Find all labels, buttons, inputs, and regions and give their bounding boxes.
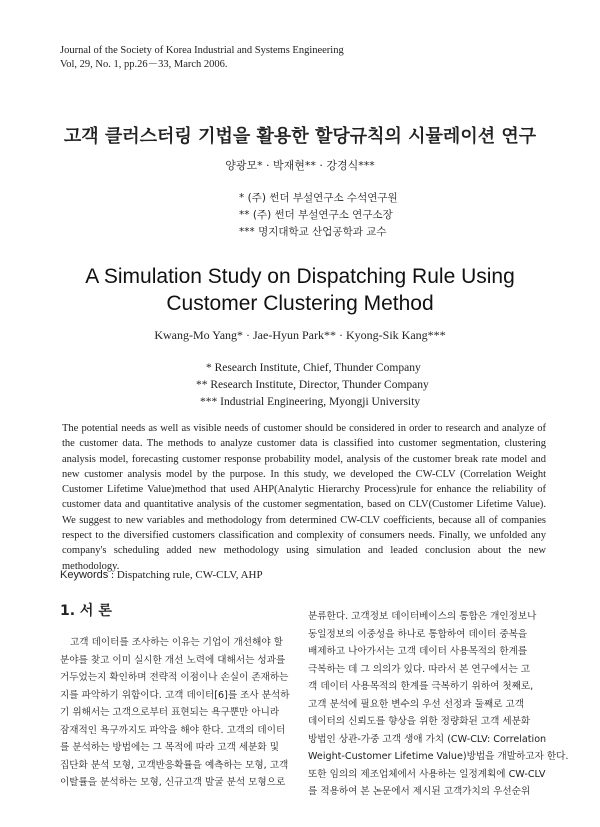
affiliation-ko-1: * (주) 썬더 부설연구소 수석연구원 bbox=[239, 192, 398, 204]
abstract: The potential needs as well as visible needs of customer should be considered in order to research and analyze of the customer data. The methods to analyze customer data is classified into customer segmentation, clustering analysis model, forecasting customer response probability model, analysis of the customer break rate model and new customer analysis model by the purpose. In this study, we developed the CW-CLV (Correlation Weight Customer Lifetime Value)method that used AHP(Analytic Hierarchy Process)rule for enhance the reliability of customer data and quantitative analysis of the customer segmentation, based on CLV(Customer Lifetime Value). We suggest to new variables and methodology from determined CW-CLV coefficients, because all of companies respect to the diversified customers classification and complexity of consumers needs. Finally, we unfolded any company's scheduling added new methodology using simulation and leaded conclusion about the new methodology. bbox=[62, 423, 546, 572]
body-line: 고객 분석에 필요한 변수의 우선 선정과 둘째로 고객 bbox=[308, 698, 524, 710]
keywords: Keywords : Dispatching rule, CW-CLV, AHP bbox=[60, 569, 263, 581]
body-line: 지를 파악하기 위함이다. 고객 데이터[6]를 조사 분석하 bbox=[60, 689, 290, 701]
body-line: 또한 임의의 제조업체에서 사용하는 일정계획에 CW-CLV bbox=[308, 768, 546, 780]
journal-header bbox=[60, 44, 344, 72]
authors-english: Kwang-Mo Yang* · Jae-Hyun Park** · Kyong-Sik Kang*** bbox=[154, 328, 446, 342]
body-column-left bbox=[60, 634, 292, 792]
affiliation-en-3: *** Industrial Engineering, Myongji University bbox=[200, 396, 421, 408]
body-column-right bbox=[308, 608, 569, 801]
title-english-line1: A Simulation Study on Dispatching Rule Using bbox=[85, 265, 515, 288]
body-line: 분류한다. 고객정보 데이터베이스의 통합은 개인정보나 bbox=[308, 611, 537, 622]
body-line: 집단화 분석 모형, 고객반응확률을 예측하는 모형, 고객 bbox=[60, 759, 289, 771]
title-english-line2: Customer Clustering Method bbox=[166, 292, 434, 315]
title-korean: 고객 클러스터링 기법을 활용한 할당규칙의 시뮬레이션 연구 bbox=[63, 126, 537, 147]
authors-korean: 양광모* · 박재현** · 강경식*** bbox=[225, 159, 375, 172]
body-line: 잠재적인 욕구까지도 파악을 해야 한다. 고객의 데이터 bbox=[60, 724, 286, 736]
body-line: 고객 데이터를 조사하는 이유는 기업이 개선해야 할 bbox=[70, 637, 283, 648]
affiliations-korean bbox=[239, 190, 398, 241]
body-line: 를 분석하는 방법에는 그 목적에 따라 고객 세분화 및 bbox=[60, 742, 280, 753]
body-line: 기 위해서는 고객으로부터 표현되는 욕구뿐만 아니라 bbox=[60, 707, 280, 718]
body-line: Weight-Customer Lifetime Value)방법을 개발하고자 한다. bbox=[308, 751, 569, 762]
journal-name: Journal of the Society of Korea Industrial and Systems Engineering bbox=[60, 45, 344, 56]
affiliation-en-2: ** Research Institute, Director, Thunder Company bbox=[196, 379, 429, 391]
body-line: 분야를 찾고 이미 실시한 개선 노력에 대해서는 성과를 bbox=[60, 654, 286, 666]
affiliation-ko-2: ** (주) 썬더 부설연구소 연구소장 bbox=[239, 209, 393, 221]
title-english bbox=[0, 263, 600, 317]
body-line: 데이터의 신뢰도를 향상을 위한 정량화된 고객 세분화 bbox=[308, 716, 531, 727]
body-line: 거두었는지 확인하며 전략적 이점이나 손실이 존재하는 bbox=[60, 672, 289, 683]
affiliations-english bbox=[196, 360, 429, 411]
body-line: 동일정보의 이중성을 하나로 통합하여 데이터 중복을 bbox=[308, 628, 528, 640]
body-line: 이탈률을 분석하는 모형, 신규고객 발굴 분석 모형으로 bbox=[60, 777, 286, 788]
body-line: 객 데이터 사용목적의 한계를 극복하기 위하여 첫째로, bbox=[308, 681, 534, 692]
keywords-label: Keywords bbox=[60, 569, 109, 581]
journal-volume: Vol, 29, No. 1, pp.26－33, March 2006. bbox=[60, 59, 228, 70]
body-line: 배제하고 나아가서는 고객 데이터 사용목적의 한계를 bbox=[308, 646, 528, 657]
body-line: 방법인 상관-가중 고객 생애 가치 (CW-CLV: Correlation bbox=[308, 733, 547, 745]
affiliation-ko-3: *** 명지대학교 산업공학과 교수 bbox=[239, 226, 387, 238]
keywords-value: Dispatching rule, CW-CLV, AHP bbox=[116, 569, 263, 581]
section-heading: 1. 서 론 bbox=[60, 603, 112, 619]
affiliation-en-1: * Research Institute, Chief, Thunder Company bbox=[206, 362, 421, 374]
body-line: 를 적용하여 본 논문에서 제시된 고객가치의 우선순위 bbox=[308, 786, 531, 797]
body-line: 극복하는 데 그 의의가 있다. 따라서 본 연구에서는 고 bbox=[308, 663, 531, 675]
